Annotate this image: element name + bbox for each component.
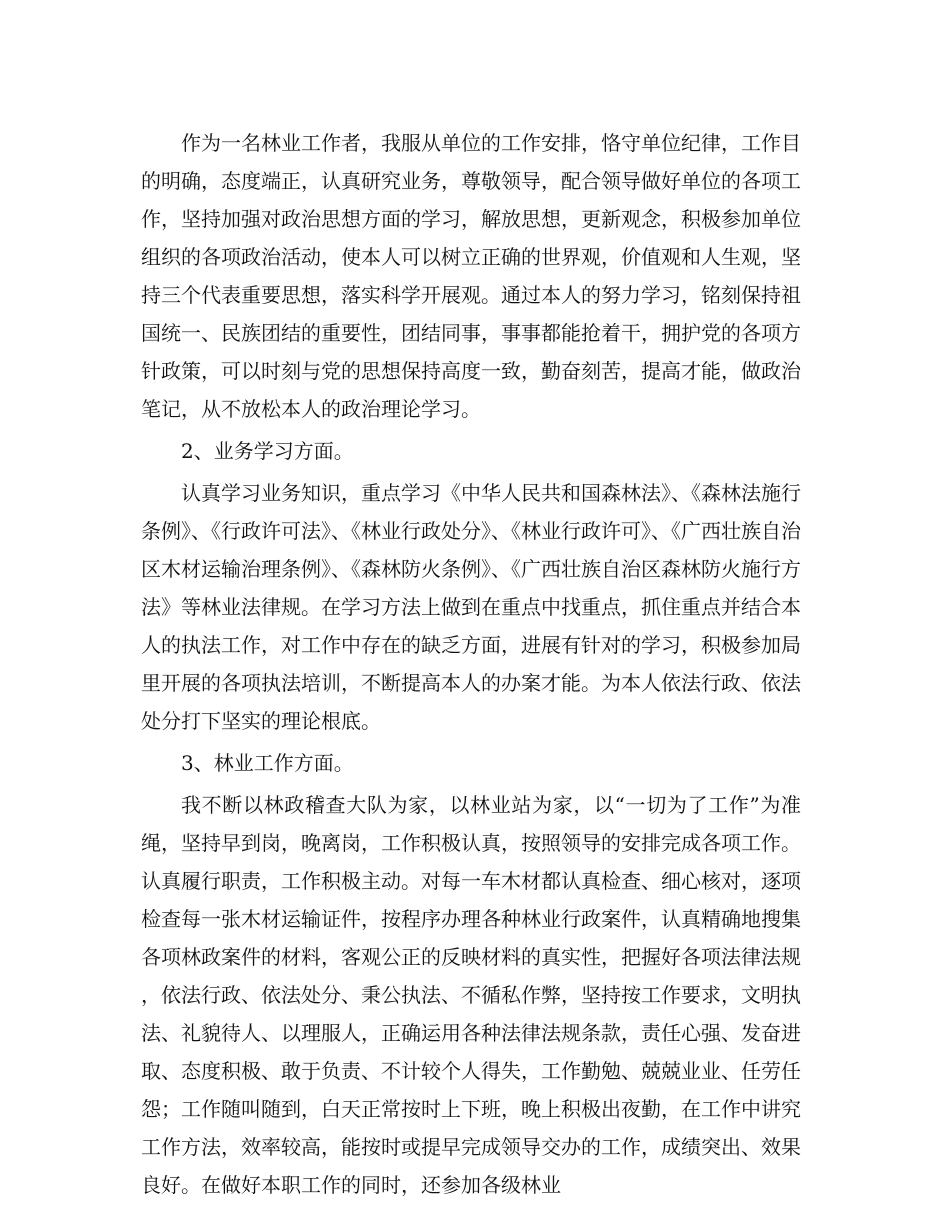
- section-heading-forestry-work: 3、林业工作方面。: [181, 751, 354, 775]
- section-heading-business-study: 2、业务学习方面。: [181, 439, 354, 463]
- paragraph-business-study: 认真学习业务知识，重点学习《中华人民共和国森林法》、《森林法施行条例》、《行政许可法》、《林业行政处分》、《林业行政许可》、《广西壮族自治区木材运输治理条例》、《森林防火条例》、《广西壮族自治区森林防火施行方法》等林业法律规。在学习方法上做到在重点中找重点，抓住重点并结合本人的执法工作，对工作中存在的缺乏方面，进展有针对的学习，积极参加局里开展的各项执法培训，不断提高本人的办案才能。为本人依法行政、依法处分打下坚实的理论根底。: [141, 481, 801, 733]
- paragraph-political-study: 作为一名林业工作者，我服从单位的工作安排，恪守单位纪律，工作目的明确，态度端正，认真研究业务，尊敬领导，配合领导做好单位的各项工作，坚持加强对政治思想方面的学习，解放思想，更新观念，积极参加单位组织的各项政治活动，使本人可以树立正确的世界观，价值观和人生观，坚持三个代表重要思想，落实科学开展观。通过本人的努力学习，铭刻保持祖国统一、民族团结的重要性，团结同事，事事都能抢着干，拥护党的各项方针政策，可以时刻与党的思想保持高度一致，勤奋刻苦，提高才能，做政治笔记，从不放松本人的政治理论学习。: [141, 131, 801, 421]
- document-body: [141, 124, 801, 1208]
- paragraph-forestry-work: 我不断以林政稽查大队为家，以林业站为家，以“一切为了工作”为准绳，坚持早到岗，晚离岗，工作积极认真，按照领导的安排完成各项工作。认真履行职责，工作积极主动。对每一车木材都认真检查、细心核对，逐项检查每一张木材运输证件，按程序办理各种林业行政案件，认真精确地搜集各项林政案件的材料，客观公正的反映材料的真实性，把握好各项法律法规，依法行政、依法处分、秉公执法、不循私作弊，坚持按工作要求，文明执法、礼貌待人、以理服人，正确运用各种法律法规条款，责任心强、发奋进取、态度积极、敢于负责、不计较个人得失，工作勤勉、兢兢业业、任劳任怨；工作随叫随到，白天正常按时上下班，晚上积极出夜勤，在工作中讲究工作方法，效率较高，能按时或提早完成领导交办的工作，成绩突出、效果良好。在做好本职工作的同时，还参加各级林业: [141, 793, 801, 1197]
